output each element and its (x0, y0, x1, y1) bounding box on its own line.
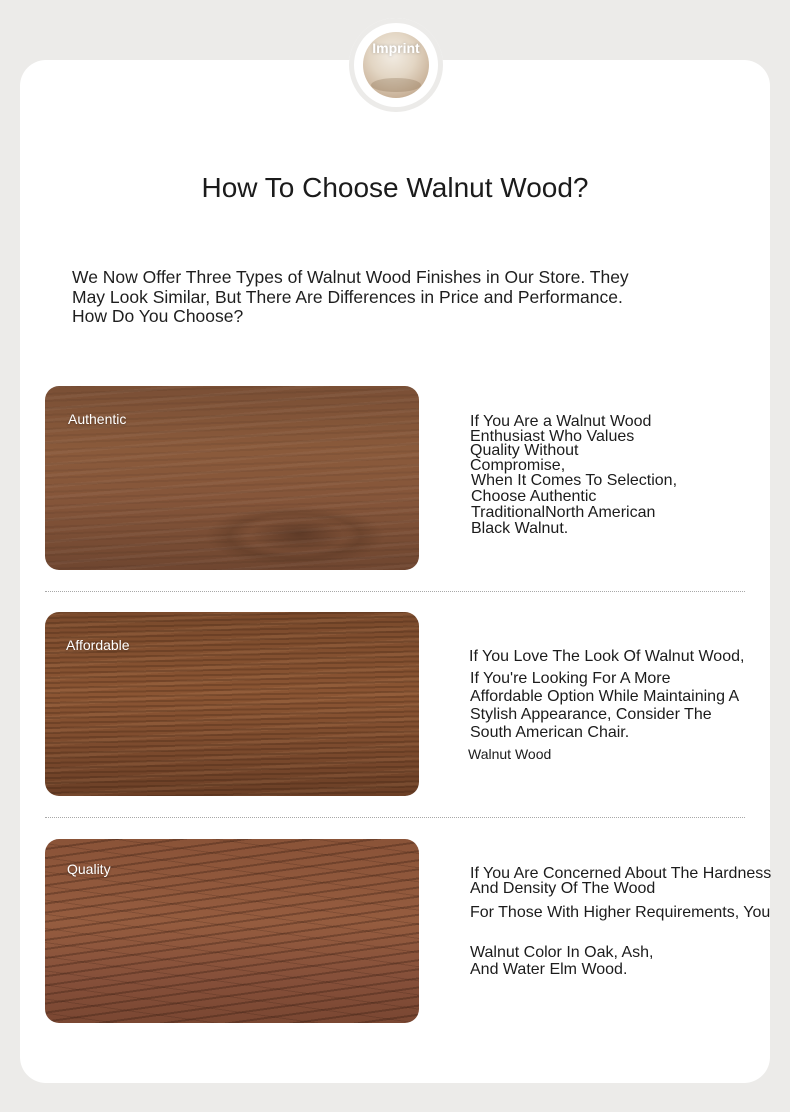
wood-label-quality: Quality (67, 861, 111, 877)
page-title: How To Choose Walnut Wood? (201, 172, 589, 203)
wood-swatch-authentic (45, 386, 419, 570)
quality-description-recommendation: Walnut Color In Oak, Ash, And Water Elm Wood. (470, 944, 654, 978)
section-divider (45, 817, 745, 818)
quality-description-intro: If You Are Concerned About The Hardness And Density Of The Wood (470, 865, 772, 897)
wood-label-affordable: Affordable (66, 637, 130, 653)
wood-swatch-affordable (45, 612, 419, 796)
quality-description-requirements: For Those With Higher Requirements, You (470, 904, 771, 921)
logo-text: Imprint (372, 40, 420, 56)
authentic-description-intro: If You Are a Walnut Wood Enthusiast Who Values Quality Without Compromise, (470, 413, 652, 474)
authentic-description-recommendation: When It Comes To Selection, Choose Authentic TraditionalNorth American Black Walnut. (471, 472, 678, 537)
affordable-description-intro: If You Love The Look Of Walnut Wood, (469, 648, 745, 665)
affordable-description-note: Walnut Wood (468, 746, 552, 762)
wood-label-authentic: Authentic (68, 411, 127, 427)
brand-logo (349, 18, 443, 112)
section-divider (45, 591, 745, 592)
intro-paragraph: We Now Offer Three Types of Walnut Wood Finishes in Our Store. They May Look Similar, But There Are Differences in Price and Performance. How Do You Choose? (72, 267, 629, 326)
wood-swatch-quality (45, 839, 419, 1023)
affordable-description-recommendation: If You're Looking For A More Affordable Option While Maintaining A Stylish Appearance, Consider The South American Chair. (470, 670, 740, 741)
